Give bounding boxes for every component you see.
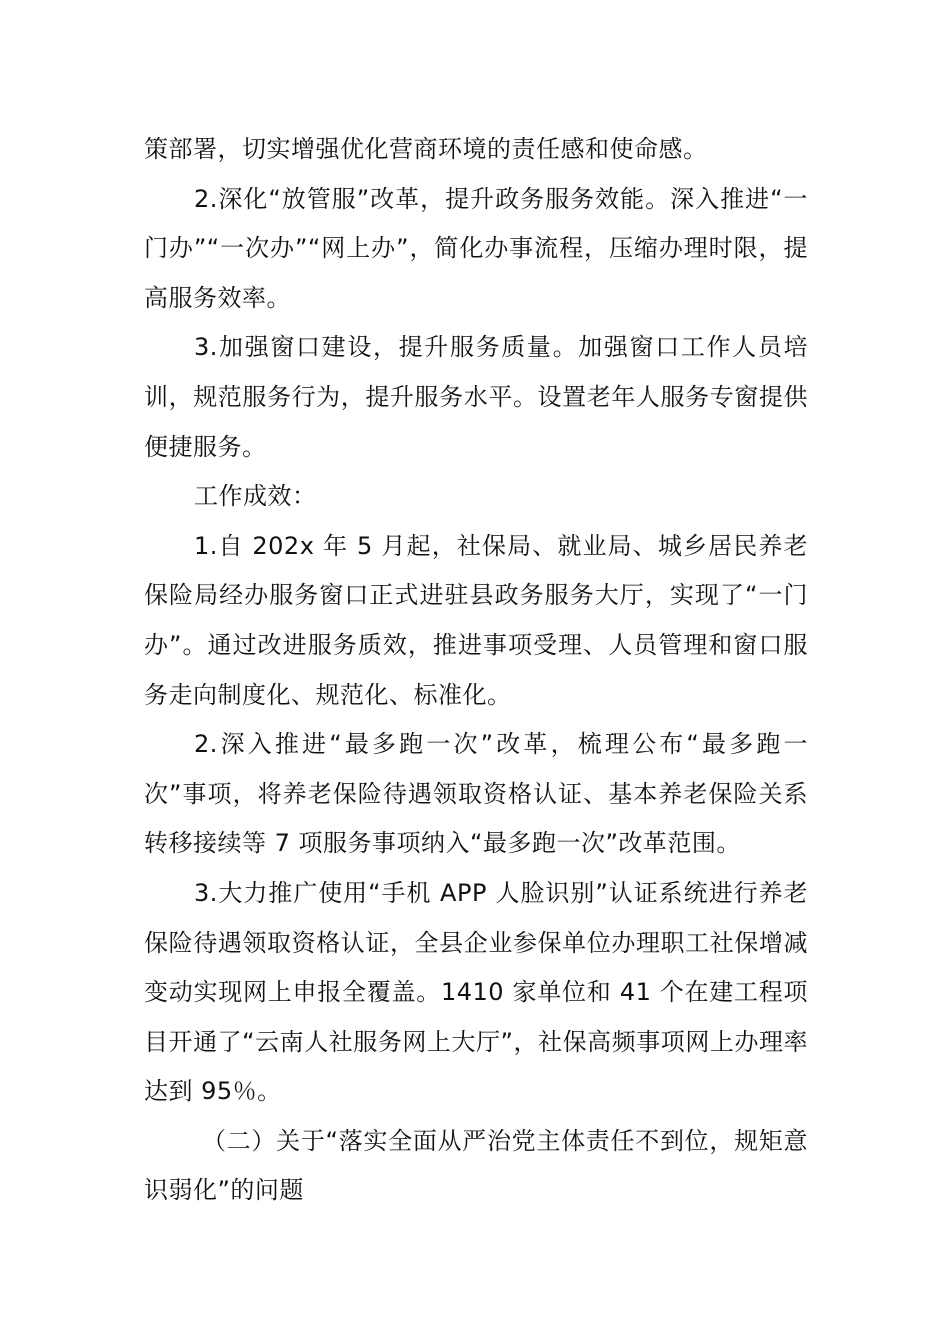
- paragraph-result-1: 1.自 202x 年 5 月起，社保局、就业局、城乡居民养老保险局经办服务窗口正式进驻县政务服务大厅，实现了“一门办”。通过改进服务质效，推进事项受理、人员管理和窗口服务走向制度化、规范化、标准化。: [144, 531, 808, 709]
- paragraph-results-heading: 工作成效：: [194, 482, 317, 511]
- section-heading-2: （二）关于“落实全面从严治党主体责任不到位，规矩意识弱化”的问题: [144, 1126, 808, 1205]
- paragraph-item-2-reform: 2.深化“放管服”改革，提升政务服务效能。深入推进“一门办”“一次办”“网上办”，简化办事流程，压缩办理时限，提高服务效率。: [144, 184, 808, 312]
- paragraph-result-2: 2.深入推进“最多跑一次”改革，梳理公布“最多跑一次”事项，将养老保险待遇领取资格认证、基本养老保险关系转移接续等 7 项服务事项纳入“最多跑一次”改革范围。: [144, 730, 808, 858]
- paragraph-item-3-window: 3.加强窗口建设，提升服务质量。加强窗口工作人员培训，规范服务行为，提升服务水平。设置老年人服务专窗提供便捷服务。: [144, 333, 808, 461]
- document-body: [144, 125, 808, 1216]
- paragraph-result-3: 3.大力推广使用“手机 APP 人脸识别”认证系统进行养老保险待遇领取资格认证，全县企业参保单位办理职工社保增减变动实现网上申报全覆盖。1410 家单位和 41 个在建工程项目开通了“云南人社服务网上大厅”，社保高频事项网上办理率达到 95％。: [144, 878, 808, 1106]
- paragraph-continuation: 策部署，切实增强优化营商环境的责任感和使命感。: [144, 135, 708, 163]
